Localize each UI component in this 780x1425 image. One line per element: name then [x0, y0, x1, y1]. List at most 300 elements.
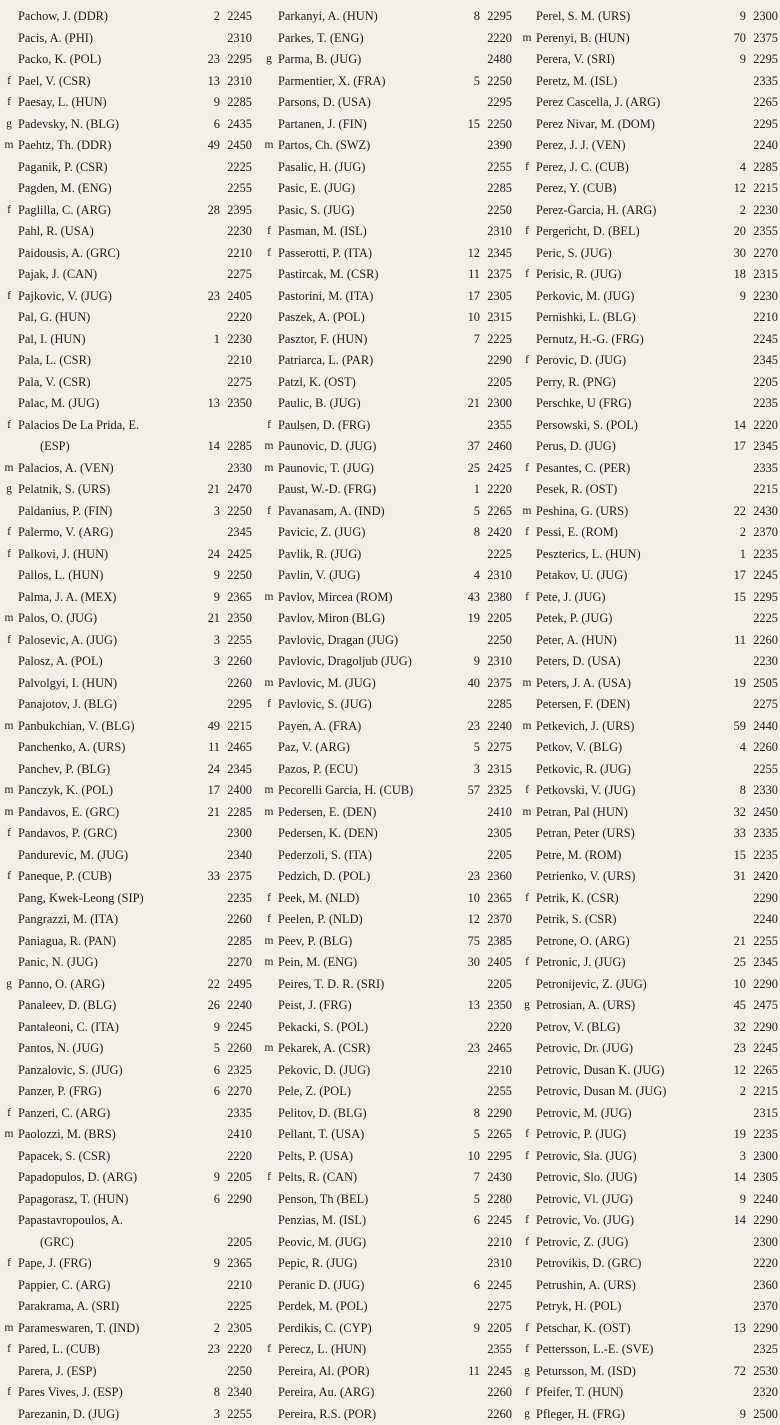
- player-entry: [520, 780, 778, 802]
- player-entry: [520, 608, 778, 630]
- player-name: Pastircak, M. (CSR): [278, 264, 450, 286]
- player-name: Panzeri, C. (ARG): [18, 1103, 190, 1125]
- rating-value: 2290: [222, 1189, 252, 1211]
- games-count: 3: [194, 630, 220, 652]
- games-count: 5: [454, 501, 480, 523]
- player-name: Palac, M. (JUG): [18, 393, 190, 415]
- rating-value: 2355: [482, 1339, 512, 1361]
- player-entry: [520, 501, 778, 523]
- player-entry: [2, 1210, 252, 1232]
- player-name: Parezanin, D. (JUG): [18, 1404, 190, 1425]
- player-name: Pala, V. (CSR): [18, 372, 190, 394]
- games-count: 8: [454, 1103, 480, 1125]
- player-name: Panzalovic, S. (JUG): [18, 1060, 190, 1082]
- player-name: (ESP): [40, 436, 190, 458]
- player-name: Pandavos, E. (GRC): [18, 802, 190, 824]
- rating-value: 2335: [748, 71, 778, 93]
- rating-value: 2350: [222, 393, 252, 415]
- rating-value: 2395: [222, 200, 252, 222]
- rating-value: 2320: [748, 1382, 778, 1404]
- player-entry: [2, 544, 252, 566]
- player-entry: [2, 737, 252, 759]
- title-mark: f: [2, 823, 16, 845]
- player-name: Peters, J. A. (USA): [536, 673, 716, 695]
- player-entry: [520, 307, 778, 329]
- player-entry: [262, 264, 512, 286]
- player-name: Petrovic, Dr. (JUG): [536, 1038, 716, 1060]
- player-entry: [262, 49, 512, 71]
- games-count: 13: [194, 393, 220, 415]
- player-name: Perry, R. (PNG): [536, 372, 716, 394]
- games-count: 57: [454, 780, 480, 802]
- title-mark: f: [520, 221, 534, 243]
- games-count: 11: [454, 264, 480, 286]
- rating-value: 2310: [222, 71, 252, 93]
- rating-value: 2365: [222, 587, 252, 609]
- player-name: Peev, P. (BLG): [278, 931, 450, 953]
- player-entry: [2, 888, 252, 910]
- games-count: 23: [194, 49, 220, 71]
- rating-value: 2215: [222, 716, 252, 738]
- player-name: Penzias, M. (ISL): [278, 1210, 450, 1232]
- player-entry: [262, 350, 512, 372]
- player-name: Panbukchian, V. (BLG): [18, 716, 190, 738]
- player-entry: [2, 1038, 252, 1060]
- rating-value: 2325: [222, 1060, 252, 1082]
- games-count: 5: [454, 737, 480, 759]
- games-count: 21: [194, 608, 220, 630]
- player-name: Pelts, R. (CAN): [278, 1167, 450, 1189]
- player-entry: [520, 243, 778, 265]
- title-mark: m: [2, 135, 16, 157]
- rating-value: 2310: [482, 1253, 512, 1275]
- player-entry: [262, 1232, 512, 1254]
- player-entry: [2, 522, 252, 544]
- player-entry: [2, 823, 252, 845]
- rating-value: 2245: [222, 6, 252, 28]
- rating-value: 2255: [222, 1404, 252, 1425]
- player-entry: [520, 1081, 778, 1103]
- player-name: Pete, J. (JUG): [536, 587, 716, 609]
- games-count: 9: [720, 1404, 746, 1425]
- title-mark: f: [262, 694, 276, 716]
- rating-value: 2255: [748, 931, 778, 953]
- player-entry: [520, 1167, 778, 1189]
- player-name: Pared, L. (CUB): [18, 1339, 190, 1361]
- player-entry: [262, 1318, 512, 1340]
- title-mark: f: [2, 522, 16, 544]
- player-name: Perez, J. J. (VEN): [536, 135, 716, 157]
- games-count: 72: [720, 1361, 746, 1383]
- rating-value: 2240: [482, 716, 512, 738]
- games-count: 32: [720, 1017, 746, 1039]
- title-mark: f: [520, 350, 534, 372]
- rating-value: 2315: [482, 307, 512, 329]
- title-mark: f: [520, 458, 534, 480]
- player-name: Pasalic, H. (JUG): [278, 157, 450, 179]
- player-entry: [2, 1103, 252, 1125]
- player-name: Perkovic, M. (JUG): [536, 286, 716, 308]
- player-name: Papadopulos, D. (ARG): [18, 1167, 190, 1189]
- player-name: Petrushin, A. (URS): [536, 1275, 716, 1297]
- rating-value: 2295: [222, 49, 252, 71]
- player-entry: [520, 6, 778, 28]
- player-name: Pesek, R. (OST): [536, 479, 716, 501]
- rating-value: 2370: [482, 909, 512, 931]
- title-mark: m: [262, 436, 276, 458]
- player-name: Pergericht, D. (BEL): [536, 221, 716, 243]
- rating-value: 2460: [482, 436, 512, 458]
- rating-value: 2345: [222, 522, 252, 544]
- rating-value: 2250: [482, 114, 512, 136]
- player-entry: [2, 694, 252, 716]
- games-count: 9: [194, 565, 220, 587]
- title-mark: f: [520, 952, 534, 974]
- player-entry: [2, 329, 252, 351]
- games-count: 14: [720, 1210, 746, 1232]
- games-count: 14: [194, 436, 220, 458]
- title-mark: m: [2, 716, 16, 738]
- rating-value: 2205: [482, 1318, 512, 1340]
- player-entry: [262, 630, 512, 652]
- player-name: Pahl, R. (USA): [18, 221, 190, 243]
- title-mark: f: [520, 157, 534, 179]
- player-entry: [262, 6, 512, 28]
- games-count: 14: [720, 415, 746, 437]
- player-name: Paldanius, P. (FIN): [18, 501, 190, 523]
- games-count: 5: [454, 1189, 480, 1211]
- title-mark: m: [520, 802, 534, 824]
- player-entry: [2, 135, 252, 157]
- rating-value: 2245: [482, 1275, 512, 1297]
- player-entry: [2, 157, 252, 179]
- player-entry: [520, 264, 778, 286]
- player-entry: [262, 436, 512, 458]
- rating-value: 2360: [748, 1275, 778, 1297]
- rating-value: 2215: [748, 1081, 778, 1103]
- player-entry: [262, 694, 512, 716]
- rating-value: 2335: [748, 823, 778, 845]
- games-count: 75: [454, 931, 480, 953]
- player-name: Perus, D. (JUG): [536, 436, 716, 458]
- rating-value: 2250: [482, 71, 512, 93]
- rating-value: 2285: [222, 92, 252, 114]
- title-mark: f: [2, 544, 16, 566]
- rating-value: 2290: [748, 1318, 778, 1340]
- player-name: Petryk, H. (POL): [536, 1296, 716, 1318]
- games-count: 2: [194, 1318, 220, 1340]
- player-name: Pein, M. (ENG): [278, 952, 450, 974]
- games-count: 2: [720, 200, 746, 222]
- rating-value: 2285: [482, 694, 512, 716]
- player-name: Palos, O. (JUG): [18, 608, 190, 630]
- title-mark: m: [520, 501, 534, 523]
- title-mark: g: [2, 974, 16, 996]
- player-name: Paolozzi, M. (BRS): [18, 1124, 190, 1146]
- player-entry: [2, 49, 252, 71]
- rating-value: 2285: [222, 436, 252, 458]
- rating-value: 2245: [482, 1361, 512, 1383]
- games-count: 9: [720, 286, 746, 308]
- rating-value: 2235: [748, 1124, 778, 1146]
- player-name: Pellant, T. (USA): [278, 1124, 450, 1146]
- rating-value: 2210: [222, 243, 252, 265]
- player-entry: [520, 1038, 778, 1060]
- player-name: Pfleger, H. (FRG): [536, 1404, 716, 1425]
- games-count: 11: [194, 737, 220, 759]
- player-name: Perez-Garcia, H. (ARG): [536, 200, 716, 222]
- title-mark: f: [520, 1124, 534, 1146]
- games-count: 26: [194, 995, 220, 1017]
- player-name: Palacios, A. (VEN): [18, 458, 190, 480]
- games-count: 19: [454, 608, 480, 630]
- player-entry: [520, 587, 778, 609]
- rating-value: 2295: [482, 92, 512, 114]
- rating-value: 2375: [482, 264, 512, 286]
- player-entry: [262, 1382, 512, 1404]
- player-name: Pavlovic, Dragoljub (JUG): [278, 651, 450, 673]
- player-entry: [262, 1124, 512, 1146]
- player-entry: [262, 415, 512, 437]
- title-mark: f: [520, 780, 534, 802]
- rating-value: 2365: [222, 1253, 252, 1275]
- player-name: Papagorasz, T. (HUN): [18, 1189, 190, 1211]
- title-mark: f: [2, 92, 16, 114]
- games-count: 33: [194, 866, 220, 888]
- player-name: Pekovic, D. (JUG): [278, 1060, 450, 1082]
- games-count: 17: [194, 780, 220, 802]
- player-name: Petersen, F. (DEN): [536, 694, 716, 716]
- games-count: 10: [454, 1146, 480, 1168]
- games-count: 3: [194, 1404, 220, 1425]
- rating-value: 2305: [482, 823, 512, 845]
- games-count: 13: [454, 995, 480, 1017]
- player-entry: [520, 1382, 778, 1404]
- rating-value: 2450: [222, 135, 252, 157]
- player-entry: [520, 845, 778, 867]
- games-count: 8: [720, 780, 746, 802]
- player-name: Paesay, L. (HUN): [18, 92, 190, 114]
- title-mark: f: [2, 415, 16, 437]
- player-entry: [262, 135, 512, 157]
- player-entry: [262, 845, 512, 867]
- player-name: Palacios De La Prida, E.: [18, 415, 190, 437]
- games-count: 14: [720, 1167, 746, 1189]
- player-entry: [520, 673, 778, 695]
- rating-value: 2355: [748, 221, 778, 243]
- rating-value: 2300: [748, 1146, 778, 1168]
- player-entry: [262, 909, 512, 931]
- rating-value: 2425: [222, 544, 252, 566]
- player-name: Petrovic, P. (JUG): [536, 1124, 716, 1146]
- player-name: Perisic, R. (JUG): [536, 264, 716, 286]
- player-entry: [2, 1232, 252, 1254]
- rating-value: 2330: [222, 458, 252, 480]
- games-count: 9: [194, 92, 220, 114]
- games-count: 12: [454, 909, 480, 931]
- player-entry: [520, 286, 778, 308]
- player-entry: [2, 587, 252, 609]
- rating-value: 2345: [482, 243, 512, 265]
- rating-value: 2300: [482, 393, 512, 415]
- title-mark: f: [2, 71, 16, 93]
- title-mark: f: [520, 1146, 534, 1168]
- player-entry: [262, 393, 512, 415]
- player-name: Panno, O. (ARG): [18, 974, 190, 996]
- games-count: 1: [194, 329, 220, 351]
- player-name: Petran, Pal (HUN): [536, 802, 716, 824]
- player-name: Petschar, K. (OST): [536, 1318, 716, 1340]
- player-name: Peelen, P. (NLD): [278, 909, 450, 931]
- rating-value: 2250: [222, 565, 252, 587]
- title-mark: m: [2, 458, 16, 480]
- rating-value: 2270: [748, 243, 778, 265]
- player-entry: [520, 1146, 778, 1168]
- player-name: Parameswaren, T. (IND): [18, 1318, 190, 1340]
- player-name: Pereira, Au. (ARG): [278, 1382, 450, 1404]
- rating-value: 2285: [748, 157, 778, 179]
- games-count: 3: [194, 501, 220, 523]
- games-count: 9: [720, 6, 746, 28]
- player-entry: [520, 1210, 778, 1232]
- player-name: Parkes, T. (ENG): [278, 28, 450, 50]
- games-count: 7: [454, 1167, 480, 1189]
- games-count: 21: [194, 479, 220, 501]
- player-entry: [262, 888, 512, 910]
- games-count: 23: [194, 1339, 220, 1361]
- player-name: Pastorini, M. (ITA): [278, 286, 450, 308]
- games-count: 15: [720, 587, 746, 609]
- player-entry: [520, 544, 778, 566]
- player-entry: [2, 909, 252, 931]
- player-entry: [2, 1275, 252, 1297]
- rating-value: 2245: [482, 1210, 512, 1232]
- player-name: Petrienko, V. (URS): [536, 866, 716, 888]
- player-entry: [2, 393, 252, 415]
- player-name: Pelatnik, S. (URS): [18, 479, 190, 501]
- title-mark: f: [2, 1382, 16, 1404]
- player-name: Pang, Kwek-Leong (SIP): [18, 888, 190, 910]
- player-name: Petre, M. (ROM): [536, 845, 716, 867]
- player-name: Petrovic, Dusan K. (JUG): [536, 1060, 716, 1082]
- player-entry: [2, 1404, 252, 1425]
- games-count: 2: [194, 6, 220, 28]
- player-entry: [520, 716, 778, 738]
- player-entry: [262, 372, 512, 394]
- rating-value: 2365: [482, 888, 512, 910]
- player-entry: [520, 415, 778, 437]
- player-entry: [262, 501, 512, 523]
- games-count: 4: [454, 565, 480, 587]
- title-mark: m: [2, 1318, 16, 1340]
- player-entry: [262, 565, 512, 587]
- player-entry: [262, 1210, 512, 1232]
- player-name: Peovic, M. (JUG): [278, 1232, 450, 1254]
- title-mark: g: [262, 49, 276, 71]
- player-name: Perel, S. M. (URS): [536, 6, 716, 28]
- rating-value: 2270: [222, 952, 252, 974]
- title-mark: m: [262, 952, 276, 974]
- title-mark: f: [262, 909, 276, 931]
- rating-value: 2205: [482, 608, 512, 630]
- player-entry: [2, 1124, 252, 1146]
- rating-value: 2240: [748, 135, 778, 157]
- player-entry: [520, 694, 778, 716]
- rating-value: 2290: [482, 350, 512, 372]
- player-entry: [520, 1296, 778, 1318]
- title-mark: f: [262, 1167, 276, 1189]
- games-count: 23: [454, 1038, 480, 1060]
- games-count: 10: [454, 888, 480, 910]
- player-entry: [262, 823, 512, 845]
- player-name: Palermo, V. (ARG): [18, 522, 190, 544]
- games-count: 3: [454, 759, 480, 781]
- player-name: Pavlovic, Dragan (JUG): [278, 630, 450, 652]
- rating-value: 2390: [482, 135, 512, 157]
- games-count: 5: [194, 1038, 220, 1060]
- player-name: Pappier, C. (ARG): [18, 1275, 190, 1297]
- rating-value: 2430: [482, 1167, 512, 1189]
- rating-value: 2255: [482, 1081, 512, 1103]
- rating-value: 2240: [748, 1189, 778, 1211]
- rating-value: 2235: [748, 393, 778, 415]
- player-name: Pekarek, A. (CSR): [278, 1038, 450, 1060]
- rating-value: 2315: [748, 1103, 778, 1125]
- player-entry: [262, 157, 512, 179]
- player-name: Pesantes, C. (PER): [536, 458, 716, 480]
- rating-value: 2480: [482, 49, 512, 71]
- title-mark: f: [520, 1339, 534, 1361]
- player-name: Pares Vives, J. (ESP): [18, 1382, 190, 1404]
- player-name: Petrosian, A. (URS): [536, 995, 716, 1017]
- games-count: 4: [720, 737, 746, 759]
- rating-value: 2220: [748, 1253, 778, 1275]
- player-entry: [262, 995, 512, 1017]
- player-entry: [520, 71, 778, 93]
- player-name: Paneque, P. (CUB): [18, 866, 190, 888]
- player-name: Pavanasam, A. (IND): [278, 501, 450, 523]
- player-entry: [2, 243, 252, 265]
- player-entry: [2, 802, 252, 824]
- player-name: Penson, Th (BEL): [278, 1189, 450, 1211]
- rating-value: 2345: [748, 436, 778, 458]
- games-count: 2: [720, 1081, 746, 1103]
- title-mark: g: [2, 479, 16, 501]
- games-count: 21: [194, 802, 220, 824]
- player-entry: [2, 866, 252, 888]
- player-entry: [262, 673, 512, 695]
- rating-value: 2260: [222, 673, 252, 695]
- player-entry: [520, 802, 778, 824]
- title-mark: g: [520, 1361, 534, 1383]
- games-count: 9: [194, 587, 220, 609]
- player-name: Paglilla, C. (ARG): [18, 200, 190, 222]
- player-name: Pal, I. (HUN): [18, 329, 190, 351]
- player-name: Panchev, P. (BLG): [18, 759, 190, 781]
- player-name: Pavlin, V. (JUG): [278, 565, 450, 587]
- player-entry: [262, 931, 512, 953]
- rating-value: 2290: [748, 974, 778, 996]
- player-name: Pantos, N. (JUG): [18, 1038, 190, 1060]
- games-count: 30: [454, 952, 480, 974]
- player-name: Petrovic, M. (JUG): [536, 1103, 716, 1125]
- rating-value: 2315: [748, 264, 778, 286]
- rating-value: 2255: [482, 157, 512, 179]
- rating-value: 2225: [482, 329, 512, 351]
- player-entry: [2, 952, 252, 974]
- games-count: 9: [720, 1189, 746, 1211]
- rating-value: 2275: [482, 737, 512, 759]
